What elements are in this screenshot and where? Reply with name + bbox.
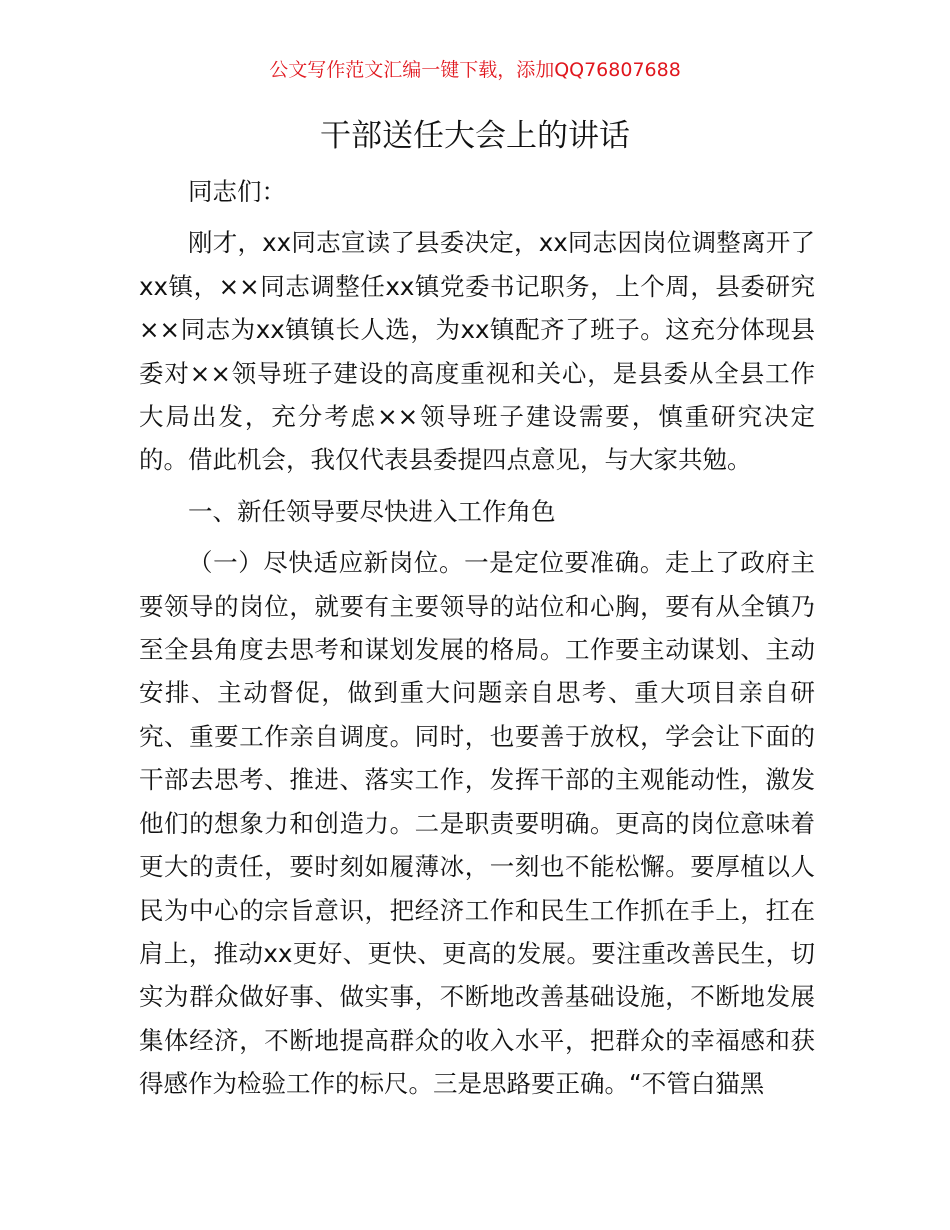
document-title: 干部送任大会上的讲话 [320,118,630,154]
body-paragraph: （一）尽快适应新岗位。一是定位要准确。走上了政府主要领导的岗位，就要有主要领导的站位和心胸，要有从全镇乃至全县角度去思考和谋划发展的格局。工作要主动谋划、主动安排、主动督促，做到重大问题亲自思考、重大项目亲自研究、重要工作亲自调度。同时，也要善于放权，学会让下面的干部去思考、推进、落实工作，发挥干部的主观能动性，激发他们的想象力和创造力。二是职责要明确。更高的岗位意味着更大的责任，要时刻如履薄冰，一刻也不能松懈。要厚植以人民为中心的宗旨意识，把经济工作和民生工作抓在手上，扛在肩上，推动xx更好、更快、更高的发展。要注重改善民生，切实为群众做好事、做实事，不断地改善基础设施，不断地发展集体经济，不断地提高群众的收入水平，把群众的幸福感和获得感作为检验工作的标尺。三是思路要正确。“不管白猫黑 [139,548,815,1099]
salutation: 同志们： [188,177,286,206]
section-heading: 一、新任领导要尽快进入工作角色 [188,496,556,526]
body-paragraph: 刚才，xx同志宣读了县委决定，xx同志因岗位调整离开了xx镇，××同志调整任xx镇党委书记职务，上个周，县委研究××同志为xx镇镇长人选，为xx镇配齐了班子。这充分体现县委对××领导班子建设的高度重视和关心，是县委从全县工作大局出发，充分考虑××领导班子建设需要，慎重研究决定的。借此机会，我仅代表县委提四点意见，与大家共勉。 [139,228,815,475]
document-body [139,170,815,1106]
download-notice: 公文写作范文汇编一键下载，添加QQ76807688 [269,59,681,81]
